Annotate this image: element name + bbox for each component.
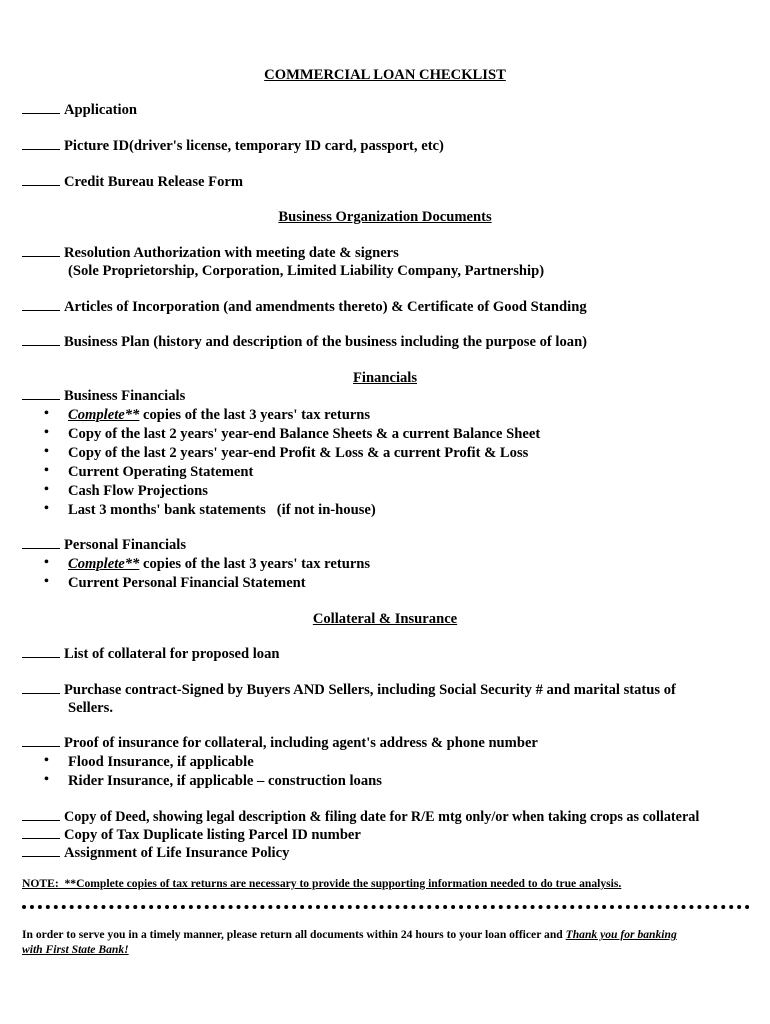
checkbox-blank[interactable] xyxy=(22,734,60,747)
bullet-item-profit-loss: Copy of the last 2 years' year-end Profit & Loss & a current Profit & Loss xyxy=(68,445,529,461)
checkbox-blank[interactable] xyxy=(22,101,60,114)
bullet-icon: • xyxy=(44,482,49,497)
bullet-icon: • xyxy=(44,406,49,421)
checkbox-blank[interactable] xyxy=(22,844,60,857)
checkbox-blank[interactable] xyxy=(22,137,60,150)
checklist-item-tax-duplicate: Copy of Tax Duplicate listing Parcel ID number xyxy=(22,826,361,844)
bullet-icon: • xyxy=(44,555,49,570)
checkbox-blank[interactable] xyxy=(22,536,60,549)
checkbox-blank[interactable] xyxy=(22,808,60,821)
bullet-icon: • xyxy=(44,574,49,589)
bullet-item-rider-insurance: Rider Insurance, if applicable – construction loans xyxy=(68,773,382,789)
bullet-icon: • xyxy=(44,425,49,440)
section-heading-financials: Financials xyxy=(352,370,418,386)
bullet-icon: • xyxy=(44,501,49,516)
checklist-item-application: Application xyxy=(22,101,137,119)
bullet-icon: • xyxy=(44,444,49,459)
checklist-item-purchase-contract: Purchase contract-Signed by Buyers AND Sellers, including Social Security # and marital status of xyxy=(22,681,676,699)
bullet-item-personal-statement: Current Personal Financial Statement xyxy=(68,575,306,591)
checklist-item-business-plan: Business Plan (history and description of the business including the purpose of loan) xyxy=(22,333,587,351)
checkbox-blank[interactable] xyxy=(22,333,60,346)
footer-text-line-1: In order to serve you in a timely manner, please return all documents within 24 hours to your loan officer and Thank you for banking xyxy=(22,928,677,941)
checklist-item-credit-bureau: Credit Bureau Release Form xyxy=(22,173,243,191)
checklist-item-business-financials: Business Financials xyxy=(22,387,185,405)
bullet-item-balance-sheet: Copy of the last 2 years' year-end Balance Sheets & a current Balance Sheet xyxy=(68,426,541,442)
purchase-contract-continued: Sellers. xyxy=(68,700,113,716)
bullet-icon: • xyxy=(44,463,49,478)
checklist-item-personal-financials: Personal Financials xyxy=(22,536,186,554)
bullet-item-operating-statement: Current Operating Statement xyxy=(68,464,254,480)
resolution-subtext: (Sole Proprietorship, Corporation, Limited Liability Company, Partnership) xyxy=(68,263,545,279)
bullet-item-flood-insurance: Flood Insurance, if applicable xyxy=(68,754,254,770)
bullet-item-personal-complete-tax: Complete** copies of the last 3 years' tax returns xyxy=(68,556,371,572)
checklist-item-collateral-list: List of collateral for proposed loan xyxy=(22,645,280,663)
dotted-divider xyxy=(22,905,750,909)
page-title: COMMERCIAL LOAN CHECKLIST xyxy=(264,67,506,83)
checklist-item-proof-insurance: Proof of insurance for collateral, including agent's address & phone number xyxy=(22,734,538,752)
checklist-item-life-insurance: Assignment of Life Insurance Policy xyxy=(22,844,289,862)
checklist-item-resolution: Resolution Authorization with meeting date & signers xyxy=(22,244,399,262)
checkbox-blank[interactable] xyxy=(22,298,60,311)
footer-text-line-2: with First State Bank! xyxy=(22,943,129,956)
checkbox-blank[interactable] xyxy=(22,681,60,694)
checkbox-blank[interactable] xyxy=(22,645,60,658)
checkbox-blank[interactable] xyxy=(22,244,60,257)
bullet-item-complete-tax: Complete** copies of the last 3 years' tax returns xyxy=(68,407,371,423)
checkbox-blank[interactable] xyxy=(22,387,60,400)
checklist-item-picture-id: Picture ID(driver's license, temporary ID card, passport, etc) xyxy=(22,137,444,155)
section-heading-business-org: Business Organization Documents xyxy=(278,209,492,225)
section-heading-collateral: Collateral & Insurance xyxy=(312,611,458,627)
bullet-icon: • xyxy=(44,753,49,768)
bullet-item-bank-statements: Last 3 months' bank statements (if not in-house) xyxy=(68,502,376,518)
bullet-item-cash-flow: Cash Flow Projections xyxy=(68,483,208,499)
note-text: NOTE: **Complete copies of tax returns are necessary to provide the supporting information needed to do true analysis. xyxy=(22,877,622,890)
checklist-item-copy-deed: Copy of Deed, showing legal description & filing date for R/E mtg only/or when taking crops as collateral xyxy=(22,808,699,826)
checkbox-blank[interactable] xyxy=(22,173,60,186)
bullet-icon: • xyxy=(44,772,49,787)
checklist-item-articles: Articles of Incorporation (and amendments thereto) & Certificate of Good Standing xyxy=(22,298,587,316)
checkbox-blank[interactable] xyxy=(22,826,60,839)
